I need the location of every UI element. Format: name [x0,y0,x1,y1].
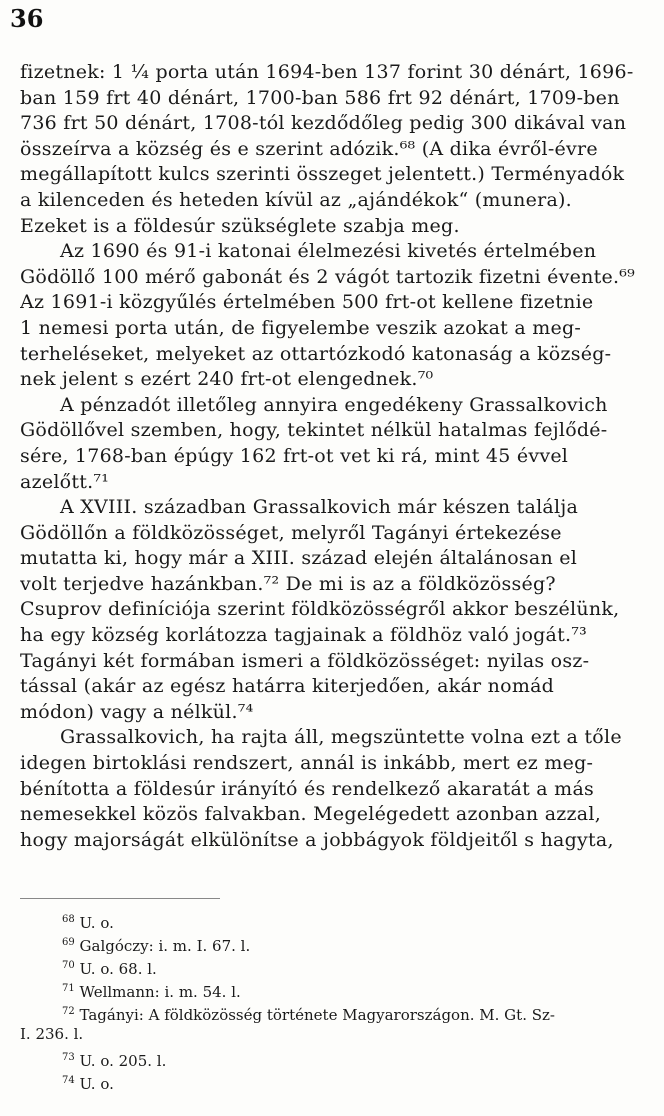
text-line: a kilenceden és heteden kívül az „ajándékok“ (munera). [20,188,572,211]
text-line: mutatta ki, hogy már a XIII. század elején általánosan el [20,547,578,570]
text-line: terheléseket, melyeket az ottartózkodó katonaság a község- [20,342,612,365]
text-line: A pénzadót illetőleg annyira engedékeny Grassalkovich [60,393,608,416]
footnote-text: Wellmann: i. m. 54. l. [79,983,241,1000]
footnote-text: Galgóczy: i. m. I. 67. l. [79,937,251,954]
footnote [20,1000,660,1023]
footnote-text: I. 236. l. [20,1025,84,1043]
text-line: Grassalkovich, ha rajta áll, megszüntette volna ezt a tőle [60,726,622,749]
footnote-text: U. o. [79,1075,114,1092]
text-line: ban 159 frt 40 dénárt, 1700-ban 586 frt 92 dénárt, 1709-ben [20,86,620,109]
text-line: 1 nemesi porta után, de figyelembe veszik azokat a meg- [20,316,582,339]
text-line: sére, 1768-ban épúgy 162 frt-ot vet ki rá, mint 45 évvel [20,444,569,467]
footnote-continuation [20,1023,660,1046]
footnote-number: 72 [62,1006,75,1017]
footnote [20,931,660,954]
text-line: Gödöllőn a földközösséget, melyről Tagányi értekezése [20,521,562,544]
footnote-text: U. o. 205. l. [79,1052,167,1069]
text-line: nemesekkel közös falvakban. Megelégedett azonban azzal, [20,803,602,826]
footnote-text: Tagányi: A földközösség története Magyarországon. M. Gt. Sz- [79,1006,555,1023]
footnote [20,1069,660,1092]
page-number: 36 [10,4,44,33]
text-line: A XVIII. században Grassalkovich már készen találja [60,496,579,519]
footnote [20,908,660,931]
text-line: Tagányi két formában ismeri a földközösséget: nyilas osz- [20,649,590,672]
footnote [20,1046,660,1069]
text-line: 736 frt 50 dénárt, 1708-tól kezdődőleg pedig 300 dikával van [20,112,627,135]
footnote [20,954,660,977]
text-line: Az 1690 és 91-i katonai élelmezési kivetés értelmében [60,240,597,263]
footnote-number: 71 [62,983,75,994]
body-text [20,60,660,853]
text-line: Ezeket is a földesúr szükséglete szabja meg. [20,214,460,237]
text-line: ha egy község korlátozza tagjainak a földhöz való jogát.⁷³ [20,624,588,647]
footnote-divider [20,898,220,899]
text-line: Csuprov definíciója szerint földközösségről akkor beszélünk, [20,598,620,621]
text-line: nek jelent s ezért 240 frt-ot elengednek.⁷⁰ [20,368,434,391]
footnote-number: 68 [62,914,75,925]
text-line: volt terjedve hazánkban.⁷² De mi is az a földközösség? [20,572,556,595]
text-line: bénította a földesúr irányító és rendelkező akaratát a más [20,777,595,800]
text-line: azelőtt.⁷¹ [20,470,110,493]
footnote-number: 74 [62,1075,75,1086]
footnote-text: U. o. 68. l. [79,960,157,977]
footnotes [20,908,660,1092]
footnote-number: 70 [62,960,75,971]
text-line: megállapított kulcs szerinti összeget jelentett.) Terményadók [20,163,625,186]
footnote-text: U. o. [79,914,114,931]
text-line: Gödöllő 100 mérő gabonát és 2 vágót tartozik fizetni évente.⁶⁹ [20,265,636,288]
text-line: Az 1691-i közgyűlés értelmében 500 frt-ot kellene fizetnie [20,291,594,314]
text-line: módon) vagy a nélkül.⁷⁴ [20,700,254,723]
text-line: idegen birtoklási rendszert, annál is inkább, mert ez meg- [20,752,594,775]
text-line: hogy majorságát elkülönítse a jobbágyok földjeitől s hagyta, [20,828,614,851]
text-line: összeírva a község és e szerint adózik.⁶⁸ (A dika évről-évre [20,137,598,160]
footnote-number: 69 [62,937,75,948]
text-line: Gödöllővel szemben, hogy, tekintet nélkül hatalmas fejlődé- [20,419,608,442]
text-line: tással (akár az egész határra kiterjedően, akár nomád [20,675,555,698]
footnote-number: 73 [62,1052,75,1063]
footnote [20,977,660,1000]
text-line: fizetnek: 1 ¼ porta után 1694-ben 137 forint 30 dénárt, 1696- [20,61,634,83]
